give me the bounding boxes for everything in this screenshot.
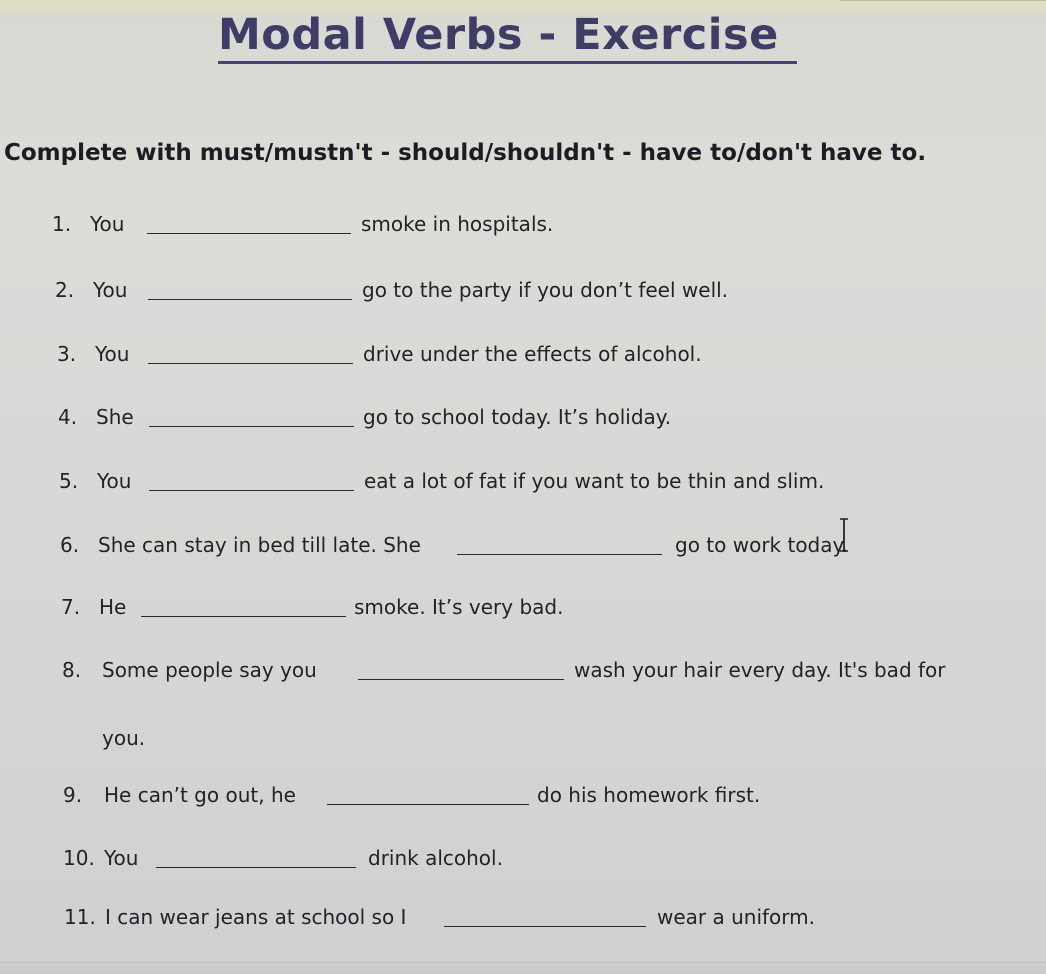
- answer-blank[interactable]: [457, 554, 662, 555]
- answer-blank[interactable]: [149, 426, 354, 427]
- item-number: 8.: [62, 658, 82, 682]
- text-cursor-icon: [839, 517, 849, 553]
- item-lead-text: She can stay in bed till late. She: [98, 533, 421, 557]
- item-number: 3.: [57, 342, 77, 366]
- item-number: 7.: [61, 595, 81, 619]
- item-tail-text: do his homework first.: [537, 783, 761, 807]
- title-underline: [218, 61, 797, 64]
- item-lead-text: You: [90, 212, 125, 236]
- item-tail-text: eat a lot of fat if you want to be thin and slim.: [364, 469, 825, 493]
- item-lead-text: He can’t go out, he: [104, 783, 296, 807]
- item-number: 4.: [58, 405, 78, 429]
- answer-blank[interactable]: [147, 233, 351, 234]
- item-lead-text: You: [93, 278, 128, 302]
- item-8-continuation: you.: [102, 726, 146, 750]
- item-tail-text: wear a uniform.: [657, 905, 816, 929]
- item-lead-text: I can wear jeans at school so I: [105, 905, 407, 929]
- answer-blank[interactable]: [148, 299, 352, 300]
- item-number: 2.: [55, 278, 75, 302]
- item-lead-text: You: [97, 469, 132, 493]
- item-tail-text: drink alcohol.: [368, 846, 503, 870]
- worksheet-instruction: Complete with must/mustn't - should/shouldn't - have to/don't have to.: [4, 140, 927, 166]
- answer-blank[interactable]: [444, 926, 646, 927]
- item-lead-text: He: [99, 595, 127, 619]
- item-tail-text: wash your hair every day. It's bad for: [574, 658, 946, 682]
- item-tail-text: smoke. It’s very bad.: [354, 595, 564, 619]
- answer-blank[interactable]: [358, 679, 564, 680]
- item-tail-text: smoke in hospitals.: [361, 212, 554, 236]
- item-number: 11.: [64, 905, 96, 929]
- item-number: 5.: [59, 469, 79, 493]
- item-tail-text: go to school today. It’s holiday.: [363, 405, 672, 429]
- answer-blank[interactable]: [327, 804, 529, 805]
- item-tail-text: go to the party if you don’t feel well.: [362, 278, 729, 302]
- item-lead-text: She: [96, 405, 134, 429]
- item-tail-text: go to work today.: [675, 533, 848, 557]
- answer-blank[interactable]: [148, 363, 353, 364]
- answer-blank[interactable]: [156, 867, 356, 868]
- item-lead-text: You: [95, 342, 130, 366]
- item-number: 1.: [52, 212, 72, 236]
- item-lead-text: You: [104, 846, 139, 870]
- item-number: 9.: [63, 783, 83, 807]
- item-tail-text: drive under the effects of alcohol.: [363, 342, 702, 366]
- answer-blank[interactable]: [141, 616, 346, 617]
- bottom-edge-band: [0, 962, 1046, 974]
- worksheet-title: Modal Verbs - Exercise: [218, 10, 779, 60]
- item-lead-text: Some people say you: [102, 658, 317, 682]
- item-number: 6.: [60, 533, 80, 557]
- item-number: 10.: [63, 846, 95, 870]
- answer-blank[interactable]: [149, 490, 354, 491]
